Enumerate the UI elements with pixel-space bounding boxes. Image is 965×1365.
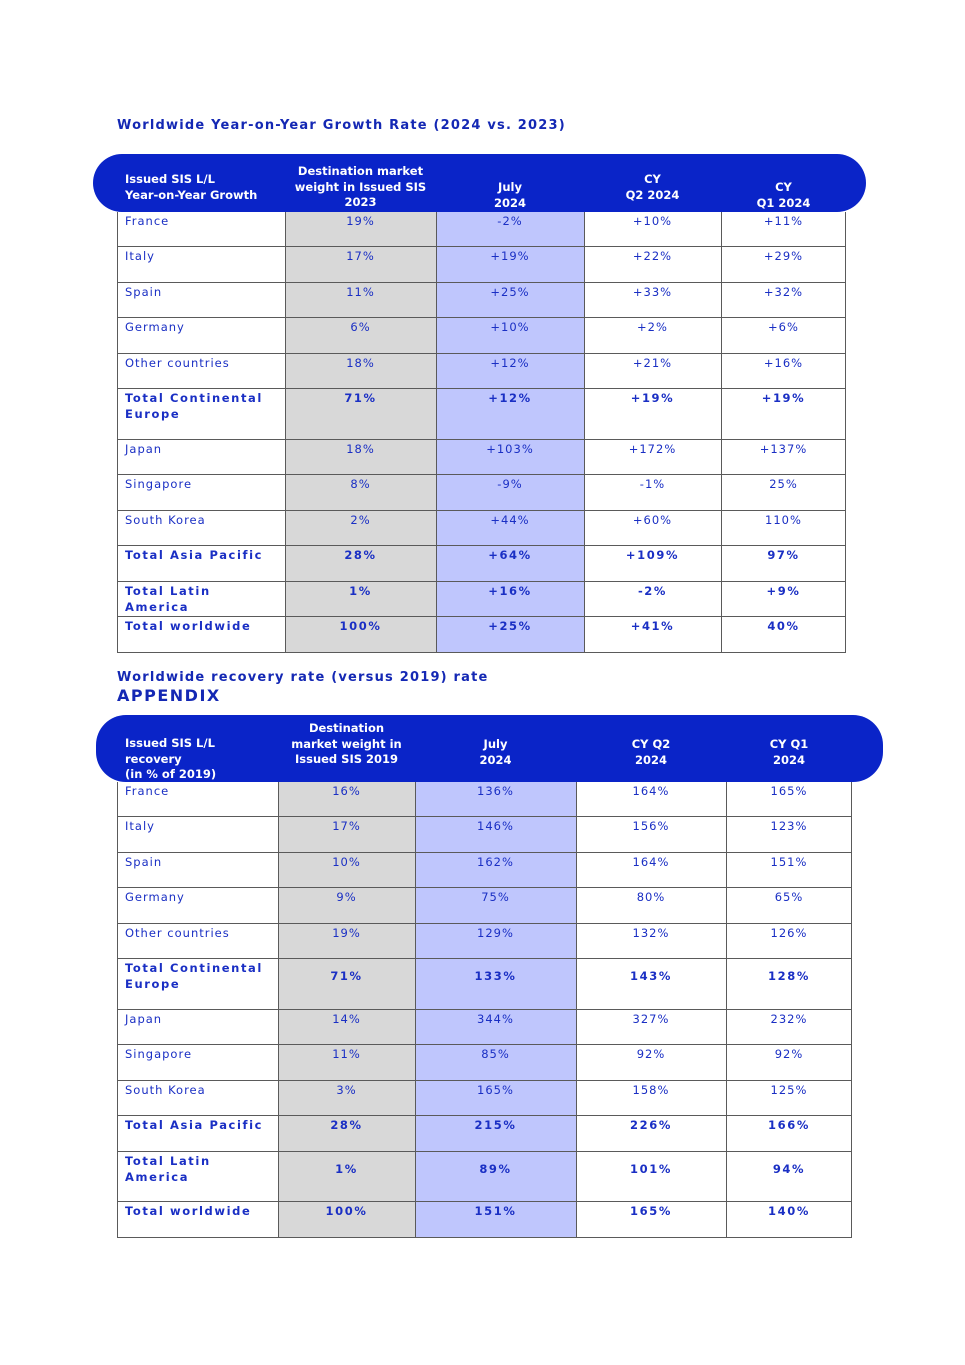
table-body (117, 212, 846, 653)
row-label: Total Asia Pacific (125, 1118, 264, 1132)
row-label: Total worldwide (125, 619, 252, 633)
row-value: +33% (632, 285, 673, 299)
table-body (117, 782, 852, 1238)
row-label: Germany (125, 890, 185, 904)
row-value: 232% (770, 1012, 808, 1026)
table-row (117, 1152, 852, 1202)
row-value: 136% (477, 784, 514, 798)
row-value: -2% (497, 214, 523, 228)
header-cell-2: July 2024 (493, 180, 526, 210)
table-row (117, 853, 852, 888)
row-value: 25% (769, 477, 798, 491)
table-row (117, 546, 846, 582)
row-value: 100% (325, 1204, 368, 1218)
row-value: 97% (767, 548, 800, 562)
row-value: 101% (630, 1162, 672, 1176)
table-row (117, 511, 846, 546)
row-value: 146% (477, 819, 514, 833)
row-value: 162% (477, 855, 514, 869)
row-label: Other countries (125, 926, 230, 940)
row-value: +10% (632, 214, 673, 228)
row-value: 85% (481, 1047, 510, 1061)
header-cell-4: CY Q1 2024 (756, 180, 811, 210)
table-row (117, 782, 852, 817)
table-row (117, 1116, 852, 1152)
header-cell-1: Destination market weight in Issued SIS 2019 (291, 721, 402, 766)
header-cell-0: Issued SIS L/L recovery (in % of 2019) (125, 736, 217, 781)
row-label: France (125, 214, 170, 228)
row-value: 9% (336, 890, 357, 904)
row-value: +12% (488, 391, 532, 405)
row-value: +19% (490, 249, 530, 263)
row-label: Italy (125, 819, 155, 833)
appendix-label: APPENDIX (117, 686, 221, 705)
row-label: Total Asia Pacific (125, 548, 264, 562)
row-value: +6% (768, 320, 799, 334)
row-value: 129% (477, 926, 514, 940)
row-value: 65% (774, 890, 804, 904)
table-row (117, 354, 846, 389)
row-label: Singapore (125, 1047, 193, 1061)
row-value: +64% (488, 548, 532, 562)
row-value: +19% (761, 391, 806, 405)
row-value: 110% (765, 513, 802, 527)
row-value: 17% (332, 819, 361, 833)
row-label: South Korea (125, 1083, 206, 1097)
header-cell-1: Destination market weight in Issued SIS 2023 (294, 164, 427, 209)
table-row (117, 283, 846, 318)
row-value: 140% (768, 1204, 810, 1218)
row-value: +22% (632, 249, 673, 263)
row-value: 164% (632, 855, 670, 869)
row-value: 123% (770, 819, 808, 833)
row-value: +103% (486, 442, 534, 456)
row-value: 215% (474, 1118, 517, 1132)
row-value: +25% (490, 285, 530, 299)
header-cell-3: CY Q2 2024 (631, 737, 671, 767)
section2-title: Worldwide recovery rate (versus 2019) rate (117, 670, 489, 685)
row-value: 17% (346, 249, 375, 263)
row-label: Germany (125, 320, 185, 334)
row-value: 133% (474, 969, 517, 983)
row-value: +25% (488, 619, 532, 633)
row-value: +21% (632, 356, 673, 370)
row-value: +44% (490, 513, 530, 527)
row-value: 16% (332, 784, 361, 798)
row-value: 92% (636, 1047, 666, 1061)
row-value: 151% (474, 1204, 517, 1218)
row-value: 3% (336, 1083, 357, 1097)
row-value: 19% (332, 926, 361, 940)
table-row (117, 1045, 852, 1081)
row-label: Japan (125, 442, 163, 456)
header-cell-4: CY Q1 2024 (769, 737, 809, 767)
row-value: 132% (632, 926, 670, 940)
row-value: -9% (497, 477, 523, 491)
row-value: 80% (636, 890, 666, 904)
row-label: Spain (125, 285, 163, 299)
row-value: 11% (332, 1047, 361, 1061)
row-value: 10% (332, 855, 361, 869)
header-cell-2: July 2024 (479, 737, 512, 767)
row-value: 143% (630, 969, 672, 983)
row-value: 1% (349, 584, 372, 598)
row-value: 14% (332, 1012, 361, 1026)
row-value: +9% (766, 584, 801, 598)
row-value: +16% (763, 356, 804, 370)
row-value: +10% (490, 320, 530, 334)
table-row (117, 475, 846, 511)
row-value: +60% (632, 513, 673, 527)
table-row (117, 212, 846, 247)
row-value: 89% (479, 1162, 512, 1176)
table-row (117, 440, 846, 475)
row-value: +172% (628, 442, 677, 456)
table-row (117, 247, 846, 283)
row-value: 28% (344, 548, 377, 562)
row-value: 92% (774, 1047, 804, 1061)
table-row (117, 924, 852, 959)
row-value: -2% (637, 584, 668, 598)
row-value: 2% (350, 513, 371, 527)
row-value: 28% (330, 1118, 363, 1132)
table-row (117, 1202, 852, 1238)
row-value: 226% (630, 1118, 672, 1132)
row-value: 75% (481, 890, 510, 904)
row-label: Total Continental Europe (125, 391, 263, 421)
row-value: 164% (632, 784, 670, 798)
table-row (117, 1081, 852, 1116)
row-value: 40% (767, 619, 800, 633)
row-label: Total worldwide (125, 1204, 252, 1218)
row-value: 8% (350, 477, 371, 491)
row-value: +41% (630, 619, 675, 633)
row-value: 165% (477, 1083, 514, 1097)
row-value: 128% (768, 969, 810, 983)
row-label: Japan (125, 1012, 163, 1026)
table-row (117, 318, 846, 354)
row-label: Italy (125, 249, 155, 263)
row-value: 71% (330, 969, 363, 983)
table-row (117, 582, 846, 617)
row-value: 100% (339, 619, 382, 633)
row-value: 11% (346, 285, 375, 299)
row-value: 344% (477, 1012, 514, 1026)
table-row (117, 959, 852, 1010)
row-value: +2% (637, 320, 668, 334)
row-value: +11% (763, 214, 804, 228)
row-value: +16% (488, 584, 532, 598)
header-cell-3: CY Q2 2024 (625, 172, 680, 202)
row-value: 327% (632, 1012, 670, 1026)
row-label: South Korea (125, 513, 206, 527)
row-value: 18% (346, 356, 375, 370)
row-value: 6% (350, 320, 371, 334)
row-value: 156% (632, 819, 670, 833)
row-value: +19% (630, 391, 675, 405)
header-cell-0: Issued SIS L/L Year-on-Year Growth (125, 172, 258, 202)
row-value: 94% (772, 1162, 806, 1176)
row-value: 158% (632, 1083, 670, 1097)
row-value: +137% (759, 442, 808, 456)
row-value: +109% (625, 548, 680, 562)
row-label: France (125, 784, 170, 798)
row-label: Total Latin America (125, 1154, 211, 1184)
row-label: Singapore (125, 477, 193, 491)
row-value: 165% (630, 1204, 672, 1218)
row-value: 126% (770, 926, 808, 940)
row-value: 19% (346, 214, 375, 228)
table-row (117, 888, 852, 924)
table-row (117, 389, 846, 440)
table-row (117, 617, 846, 653)
row-value: 125% (770, 1083, 808, 1097)
row-value: 165% (770, 784, 808, 798)
row-value: 1% (335, 1162, 358, 1176)
table-row (117, 1010, 852, 1045)
row-value: +32% (763, 285, 804, 299)
row-value: 166% (768, 1118, 810, 1132)
section1-title: Worldwide Year-on-Year Growth Rate (2024 vs. 2023) (117, 118, 566, 133)
row-label: Total Latin America (125, 584, 211, 614)
row-value: +12% (490, 356, 530, 370)
row-label: Total Continental Europe (125, 961, 263, 991)
row-value: -1% (639, 477, 666, 491)
row-label: Spain (125, 855, 163, 869)
row-value: 71% (344, 391, 377, 405)
row-label: Other countries (125, 356, 230, 370)
row-value: +29% (763, 249, 804, 263)
table-row (117, 817, 852, 853)
row-value: 18% (346, 442, 375, 456)
row-value: 151% (770, 855, 808, 869)
